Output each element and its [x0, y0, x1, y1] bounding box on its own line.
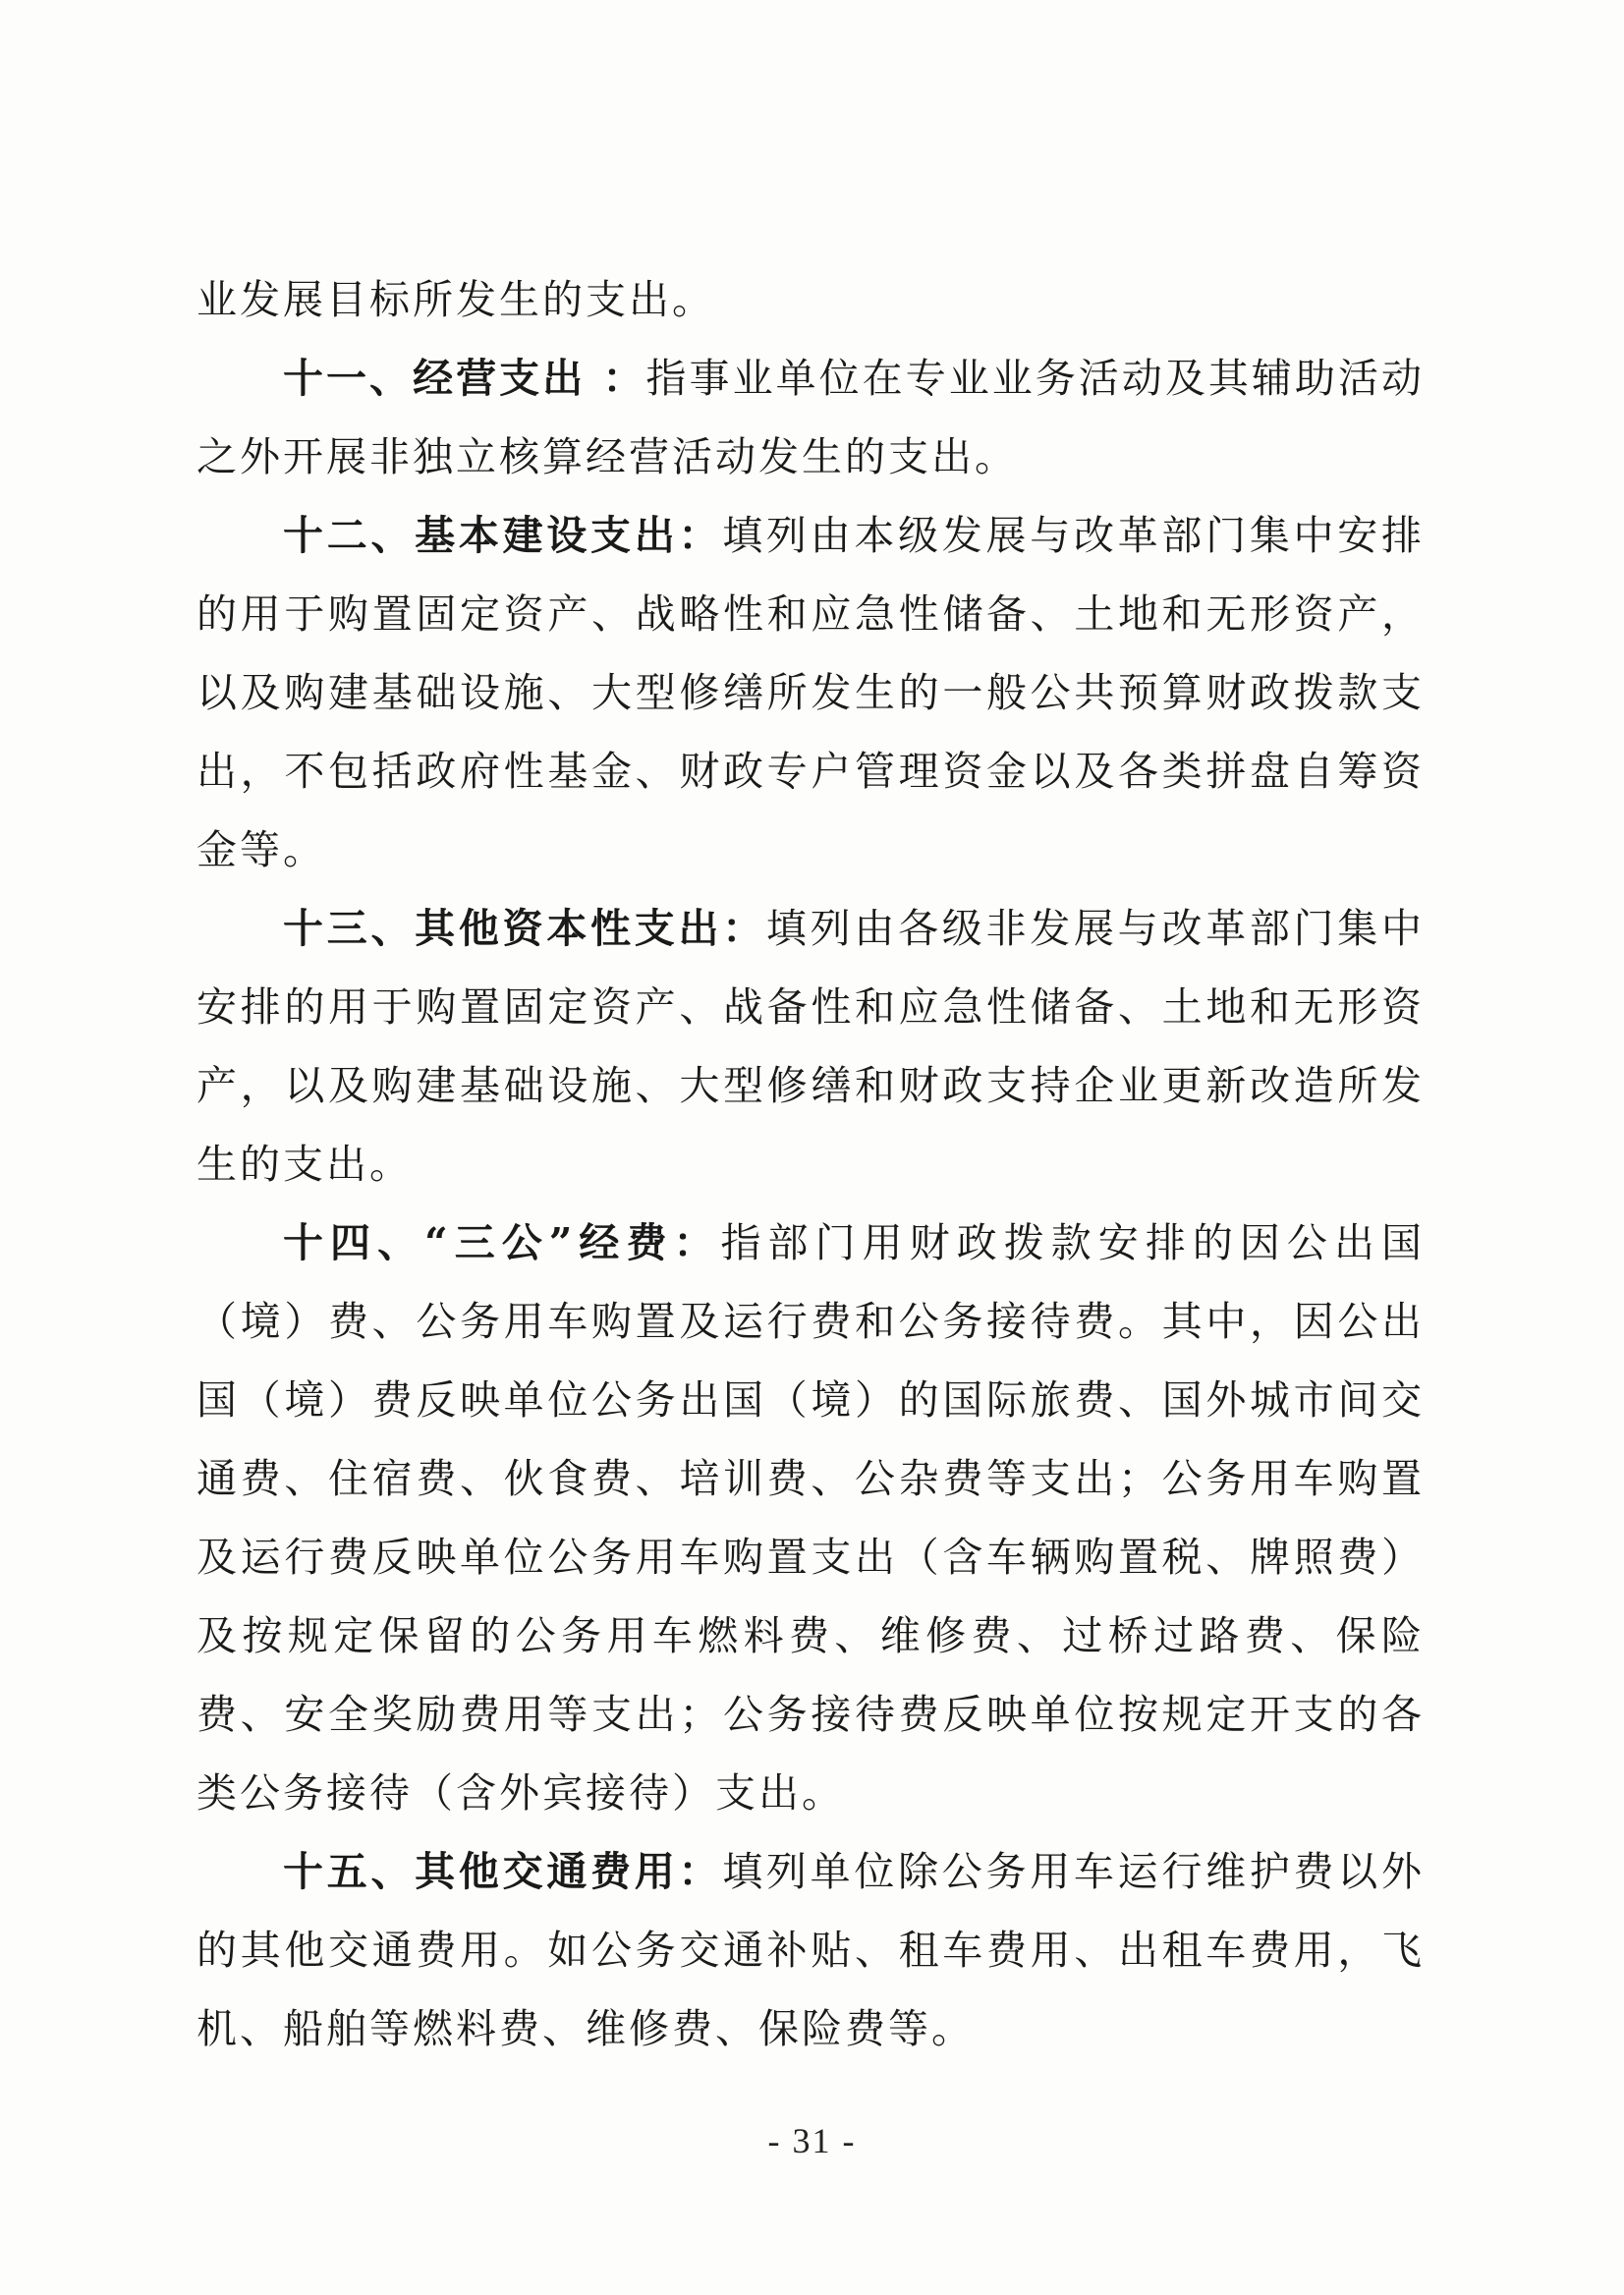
section-heading: 十一、经营支出 ： — [283, 355, 646, 402]
section-heading: 十三、其他资本性支出： — [283, 905, 766, 952]
paragraph-section-13 — [196, 889, 1425, 1203]
paragraph-text: 填列由本级发展与改革部门集中安排的用于购置固定资产、战略性和应急性储备、土地和无形资产，以及购建基础设施、大型修缮所发生的一般公共预算财政拨款支出，不包括政府性基金、财政专户管理资金以及各类拼盘自筹资金等。 — [196, 512, 1426, 873]
page-number: - 31 - — [767, 2121, 857, 2160]
paragraph-section-15 — [196, 1832, 1425, 2068]
paragraph-text: 填列由各级非发展与改革部门集中安排的用于购置固定资产、战备性和应急性储备、土地和无形资产，以及购建基础设施、大型修缮和财政支持企业更新改造所发生的支出。 — [196, 905, 1426, 1188]
paragraph-section-12 — [196, 496, 1425, 889]
section-heading: 十二、基本建设支出： — [283, 512, 723, 559]
section-heading: 十五、其他交通费用： — [283, 1848, 723, 1895]
paragraph-text: 指部门用财政拨款安排的因公出国（境）费、公务用车购置及运行费和公务接待费。其中，因公出国（境）费反映单位公务出国（境）的国际旅费、国外城市间交通费、住宿费、伙食费、培训费、公杂费等支出；公务用车购置及运行费反映单位公务用车购置支出（含车辆购置税、牌照费）及按规定保留的公务用车燃料费、维修费、过桥过路费、保险费、安全奖励费用等支出；公务接待费反映单位按规定开支的各类公务接待（含外宾接待）支出。 — [196, 1219, 1425, 1817]
paragraph-section-11 — [196, 339, 1425, 496]
paragraph-text: 业发展目标所发生的支出。 — [196, 276, 715, 323]
paragraph-text: 填列单位除公务用车运行维护费以外的其他交通费用。如公务交通补贴、租车费用、出租车费用，飞机、船舶等燃料费、维修费、保险费等。 — [196, 1848, 1426, 2052]
document-body — [196, 260, 1425, 2068]
paragraph-text: 指事业单位在专业业务活动及其辅助活动之外开展非独立核算经营活动发生的支出。 — [196, 355, 1425, 480]
paragraph-continuation — [196, 260, 1425, 339]
section-heading: 十四、“三公”经费： — [283, 1219, 721, 1266]
paragraph-section-14 — [196, 1203, 1425, 1832]
